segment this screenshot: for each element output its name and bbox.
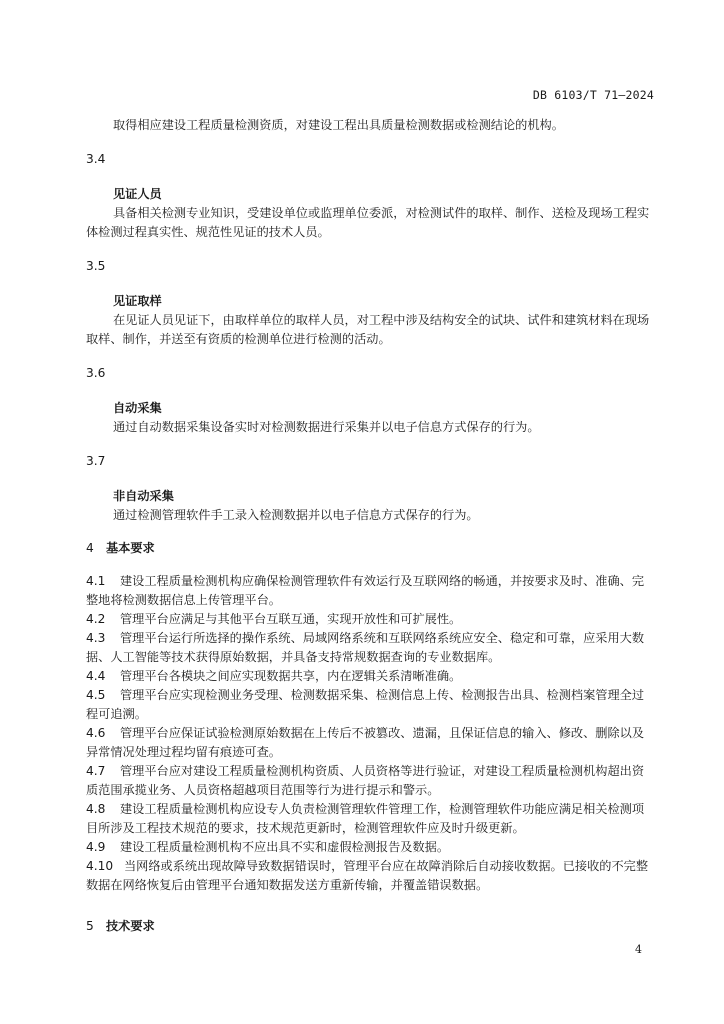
document-code: DB 6103/T 71—2024 [532, 88, 654, 102]
term-title: 见证取样 [113, 294, 162, 308]
term-number: 3.5 [86, 259, 106, 273]
item-number: 4.2 [86, 612, 106, 626]
item-text: 管理平台运行所选择的操作系统、局域网络系统和互联网络系统应安全、稳定和可靠，应采用大数据、人工智能等技术获得原始数据，并具备支持常规数据查询的专业数据库。 [86, 631, 645, 664]
item-number: 4.3 [86, 631, 106, 645]
term-3-7 [86, 452, 656, 525]
section-4-heading [86, 539, 656, 558]
term-definition: 在见证人员见证下，由取样单位的取样人员，对工程中涉及结构安全的试块、试件和建筑材料在现场取样、制作，并送至有资质的检测单位进行检测的活动。 [86, 313, 650, 346]
term-title: 见证人员 [113, 187, 162, 201]
requirement-item-4-4 [86, 667, 656, 686]
requirement-item-4-3 [86, 629, 656, 667]
lead-paragraph: 取得相应建设工程质量检测资质，对建设工程出具质量检测数据或检测结论的机构。 [113, 118, 564, 132]
requirement-item-4-2 [86, 610, 656, 629]
page-content [86, 116, 656, 950]
section-number: 4 [86, 541, 94, 555]
term-title: 自动采集 [113, 401, 162, 415]
item-number: 4.5 [86, 688, 106, 702]
item-number: 4.1 [86, 574, 106, 588]
requirement-item-4-7 [86, 762, 656, 800]
section-4-items [86, 572, 656, 895]
section-number: 5 [86, 919, 94, 933]
item-text: 管理平台应满足与其他平台互联互通，实现开放性和可扩展性。 [120, 612, 462, 626]
term-number: 3.6 [86, 366, 106, 380]
item-number: 4.9 [86, 840, 106, 854]
item-text: 当网络或系统出现故障导致数据错误时，管理平台应在故障消除后自动接收数据。已接收的不完整数据在网络恢复后由管理平台通知数据发送方重新传输，并覆盖错误数据。 [86, 859, 649, 892]
item-number: 4.6 [86, 726, 106, 740]
section-title: 基本要求 [106, 541, 155, 555]
requirement-item-4-1 [86, 572, 656, 610]
requirement-item-4-10 [86, 857, 656, 895]
section-title: 技术要求 [106, 919, 155, 933]
item-text: 管理平台应实现检测业务受理、检测数据采集、检测信息上传、检测报告出具、检测档案管理全过程可追溯。 [86, 688, 645, 721]
item-text: 管理平台应对建设工程质量检测机构资质、人员资格等进行验证，对建设工程质量检测机构超出资质范围承揽业务、人员资格超越项目范围等行为进行提示和警示。 [86, 764, 645, 797]
term-definition: 通过自动数据采集设备实时对检测数据进行采集并以电子信息方式保存的行为。 [113, 420, 540, 434]
requirement-item-4-8 [86, 800, 656, 838]
term-number: 3.4 [86, 152, 106, 166]
term-3-5 [86, 257, 656, 349]
item-number: 4.8 [86, 802, 106, 816]
item-text: 管理平台应保证试验检测原始数据在上传后不被篡改、遗漏，且保证信息的输入、修改、删除以及异常情况处理过程均留有痕迹可查。 [86, 726, 645, 759]
term-3-4 [86, 150, 656, 242]
item-text: 管理平台各模块之间应实现数据共享，内在逻辑关系清晰准确。 [120, 669, 462, 683]
term-definition: 具备相关检测专业知识，受建设单位或监理单位委派，对检测试件的取样、制作、送检及现场工程实体检测过程真实性、规范性见证的技术人员。 [86, 206, 650, 239]
term-3-6 [86, 364, 656, 437]
section-5-heading [86, 917, 656, 936]
requirement-item-4-6 [86, 724, 656, 762]
item-text: 建设工程质量检测机构应确保检测管理软件有效运行及互联网络的畅通，并按要求及时、准确、完整地将检测数据信息上传管理平台。 [86, 574, 645, 607]
term-title: 非自动采集 [113, 489, 174, 503]
item-number: 4.7 [86, 764, 106, 778]
term-number: 3.7 [86, 454, 106, 468]
term-definition: 通过检测管理软件手工录入检测数据并以电子信息方式保存的行为。 [113, 508, 479, 522]
page-number: 4 [635, 943, 642, 956]
item-text: 建设工程质量检测机构不应出具不实和虚假检测报告及数据。 [120, 840, 450, 854]
item-number: 4.4 [86, 669, 106, 683]
requirement-item-4-5 [86, 686, 656, 724]
requirement-item-4-9 [86, 838, 656, 857]
item-number: 4.10 [86, 859, 114, 873]
item-text: 建设工程质量检测机构应设专人负责检测管理软件管理工作，检测管理软件功能应满足相关检测项目所涉及工程技术规范的要求，技术规范更新时，检测管理软件应及时升级更新。 [86, 802, 645, 835]
